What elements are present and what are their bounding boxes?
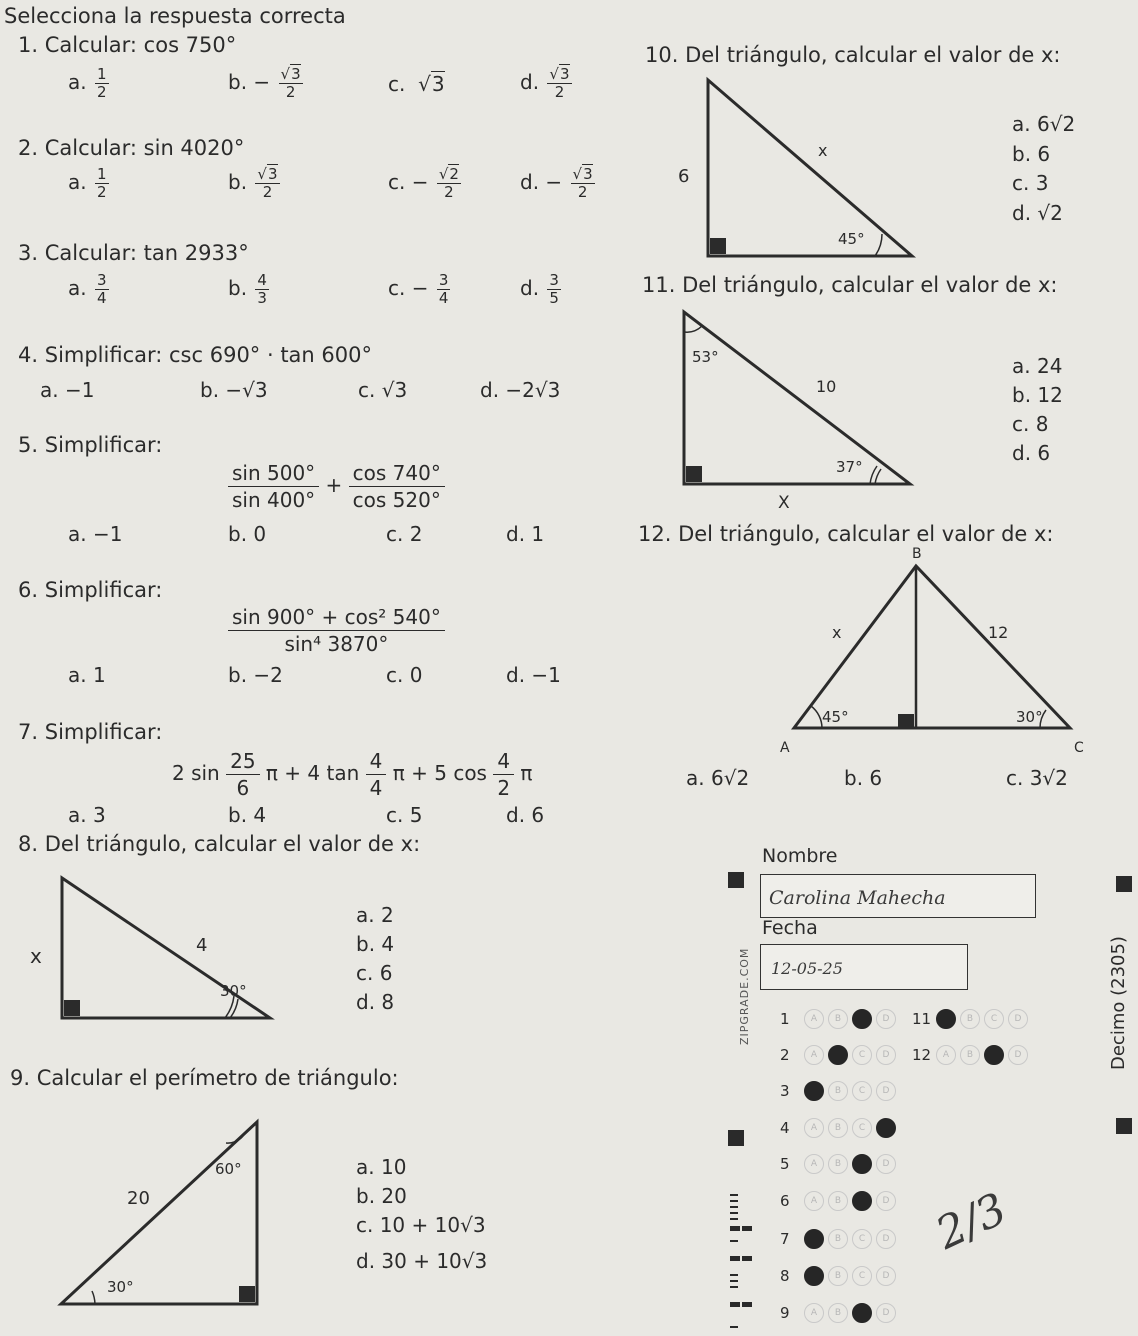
class-label: Decimo (2305) [1108,936,1129,1070]
q4-option-c[interactable]: c. √3 [358,378,408,402]
question-1: 1. Calcular: cos 750° [18,33,237,57]
q12-option-a[interactable]: a. 6√2 [686,766,750,790]
q8-option-d[interactable]: d. 8 [356,990,395,1014]
question-2: 2. Calcular: sin 4020° [18,136,245,160]
q4-option-a[interactable]: a. −1 [40,378,95,402]
answer-bubble-b[interactable]: B [828,1118,848,1138]
answer-bubble-a[interactable]: A [804,1154,824,1174]
nombre-field[interactable] [760,874,1036,918]
q3-option-b[interactable]: b. $\frac{4}{3}$ [228,271,267,307]
timing-mark [730,1286,738,1288]
answer-bubble-c[interactable] [852,1191,872,1211]
registration-mark [1116,1118,1132,1134]
t12-angle-c: 30° [1016,708,1043,726]
answer-bubble-a[interactable]: A [936,1045,956,1065]
question-4: 4. Simplificar: csc 690° · tan 600° [18,343,372,367]
timing-mark [730,1226,740,1231]
q8-option-a[interactable]: a. 2 [356,903,394,927]
answer-row [912,1044,1032,1065]
question-8: 8. Del triángulo, calcular el valor de x: [18,832,421,856]
t8-leg-label: x [30,944,42,968]
q1-option-c[interactable]: c. √3 [388,72,445,96]
q12-option-c[interactable]: c. 3√2 [1006,766,1068,790]
answer-bubble-d[interactable]: D [876,1009,896,1029]
answer-bubble-a[interactable]: A [804,1191,824,1211]
t10-angle-label: 45° [838,230,865,248]
answer-row [780,1228,900,1249]
q9-option-d[interactable]: d. 30 + 10√3 [356,1249,488,1273]
timing-mark [742,1302,752,1307]
q10-option-c[interactable]: c. 3 [1012,171,1049,195]
q5-option-c[interactable]: c. 2 [386,522,423,546]
timing-mark [730,1302,740,1307]
q9-option-b[interactable]: b. 20 [356,1184,407,1208]
answer-bubble-c[interactable] [852,1009,872,1029]
answer-bubble-d[interactable]: D [876,1303,896,1323]
triangle-figure-11 [670,306,920,516]
q1-option-d[interactable]: d. $\frac{√3}{2}$ [520,65,570,101]
answer-bubble-b[interactable]: B [960,1009,980,1029]
answer-bubble-b[interactable]: B [828,1303,848,1323]
answer-bubble-c[interactable]: C [852,1045,872,1065]
answer-bubble-a[interactable]: A [804,1303,824,1323]
q6-option-a[interactable]: a. 1 [68,663,106,687]
fecha-label: Fecha [762,917,818,939]
answer-bubble-b[interactable]: B [828,1154,848,1174]
q9-option-a[interactable]: a. 10 [356,1155,407,1179]
answer-row-number: 8 [780,1266,790,1285]
registration-mark [728,1130,744,1146]
registration-mark [1116,876,1132,892]
answer-bubble-c[interactable]: C [852,1081,872,1101]
question-12: 12. Del triángulo, calcular el valor de x: [638,522,1054,546]
q5-option-b[interactable]: b. 0 [228,522,267,546]
answer-bubble-a[interactable]: A [804,1045,824,1065]
timing-mark [730,1280,738,1282]
question-11: 11. Del triángulo, calcular el valor de x: [642,273,1058,297]
answer-bubble-d[interactable]: D [1008,1009,1028,1029]
t10-hyp-label: x [818,141,828,160]
q3-option-a[interactable]: a. $\frac{3}{4}$ [68,271,107,307]
answer-bubble-a[interactable] [804,1081,824,1101]
timing-mark [742,1256,752,1261]
answer-row-number: 1 [780,1009,790,1028]
q5-expression: $\frac{\sin 500^\circ}{\sin 400^\circ}$ + $\frac{\cos 740^\circ}{\cos 520^\circ}$ [228,460,445,513]
fecha-field[interactable] [760,944,968,990]
t11-base-label: X [778,493,790,513]
q1-option-a[interactable]: a. $\frac{1}{2}$ [68,65,107,101]
timing-mark [730,1256,740,1261]
fecha-value: 12-05-25 [771,959,843,978]
q8-option-b[interactable]: b. 4 [356,932,395,956]
timing-mark [730,1240,738,1242]
answer-row [780,1153,900,1174]
q3-option-d[interactable]: d. $\frac{3}{5}$ [520,271,559,307]
answer-bubble-a[interactable] [804,1229,824,1249]
answer-bubble-d[interactable] [876,1118,896,1138]
t10-leg-label: 6 [678,166,690,187]
answer-bubble-d[interactable]: D [876,1229,896,1249]
answer-row-number: 11 [912,1009,932,1028]
answer-row-number: 6 [780,1191,790,1210]
question-9: 9. Calcular el perímetro de triángulo: [10,1066,399,1090]
timing-mark [730,1326,738,1328]
answer-bubble-c[interactable]: C [852,1229,872,1249]
t11-angle-label: 37° [836,458,863,476]
triangle-figure-10 [670,74,920,264]
q2-option-b[interactable]: b. $\frac{√3}{2}$ [228,165,278,201]
timing-mark [742,1226,752,1231]
answer-row [780,1302,900,1323]
answer-bubble-b[interactable]: B [828,1266,848,1286]
q9-option-c[interactable]: c. 10 + 10√3 [356,1213,486,1237]
answer-bubble-a[interactable]: A [804,1009,824,1029]
answer-row-number: 9 [780,1303,790,1322]
q11-option-b[interactable]: b. 12 [1012,383,1063,407]
answer-bubble-b[interactable] [828,1045,848,1065]
t9-side-label: 20 [127,1188,150,1209]
triangle-figure-9 [55,1118,265,1310]
q7-option-b[interactable]: b. 4 [228,803,267,827]
q12-option-b[interactable]: b. 6 [844,766,883,790]
answer-row-number: 12 [912,1045,932,1064]
q10-option-d[interactable]: d. √2 [1012,201,1063,225]
q8-option-c[interactable]: c. 6 [356,961,393,985]
answer-bubble-c[interactable] [852,1154,872,1174]
triangle-figure-8 [20,868,280,1028]
timing-mark [730,1218,738,1220]
t12-vertex-b: B [912,546,922,562]
answer-row [780,1044,900,1065]
answer-bubble-c[interactable] [984,1045,1004,1065]
q6-option-c[interactable]: c. 0 [386,663,423,687]
answer-row-number: 3 [780,1081,790,1100]
answer-bubble-c[interactable] [852,1303,872,1323]
handwritten-score: 2/3 [928,1183,1015,1260]
question-10: 10. Del triángulo, calcular el valor de x: [645,43,1061,67]
q6-option-d[interactable]: d. −1 [506,663,561,687]
t11-hyp-label: 10 [816,377,837,396]
answer-row [912,1008,1032,1029]
q7-option-a[interactable]: a. 3 [68,803,106,827]
timing-mark [730,1212,738,1214]
t8-angle-label: 30° [220,982,247,1000]
q6-expression: $\frac{\text{sin 900° + cos² 540°}}{\text{sin⁴ 3870°}}$ [228,604,445,657]
answer-bubble-a[interactable] [936,1009,956,1029]
t11-top-angle: 53° [692,348,719,366]
q10-option-b[interactable]: b. 6 [1012,142,1051,166]
t12-vertex-a: A [780,740,790,756]
q6-option-b[interactable]: b. −2 [228,663,283,687]
q11-option-c[interactable]: c. 8 [1012,412,1049,436]
q2-option-d[interactable]: d. − $\frac{√3}{2}$ [520,165,593,201]
nombre-label: Nombre [762,845,838,867]
answer-bubble-b[interactable]: B [960,1045,980,1065]
answer-row [780,1265,900,1286]
q7-expression: 2 sin $\frac{25}{6}$ π + 4 tan $\frac{4}{4}$ π + 5 cos $\frac{4}{2}$ π [172,749,533,800]
answer-bubble-a[interactable] [804,1266,824,1286]
triangle-figure-12 [770,540,1100,760]
registration-mark [728,872,744,888]
answer-bubble-a[interactable]: A [804,1118,824,1138]
answer-bubble-d[interactable]: D [876,1081,896,1101]
q10-option-a[interactable]: a. 6√2 [1012,112,1076,136]
zipgrade-brand: ZIPGRADE.COM [738,947,751,1045]
answer-bubble-b[interactable]: B [828,1229,848,1249]
answer-bubble-d[interactable]: D [876,1266,896,1286]
answer-bubble-b[interactable]: B [828,1191,848,1211]
answer-bubble-d[interactable]: D [876,1154,896,1174]
answer-row-number: 2 [780,1045,790,1064]
t12-vertex-c: C [1074,740,1084,756]
question-6: 6. Simplificar: [18,578,163,602]
timing-mark [730,1194,738,1196]
q4-option-d[interactable]: d. −2√3 [480,378,561,402]
q7-option-c[interactable]: c. 5 [386,803,423,827]
answer-row [780,1080,900,1101]
timing-mark [730,1274,738,1276]
q11-option-a[interactable]: a. 24 [1012,354,1063,378]
t8-hyp-label: 4 [196,935,208,956]
q1-option-b[interactable]: b. − $\frac{√3}{2}$ [228,65,301,101]
q2-option-c[interactable]: c. − $\frac{√2}{2}$ [388,165,459,201]
answer-row [780,1190,900,1211]
question-5: 5. Simplificar: [18,433,163,457]
t12-angle-a: 45° [822,708,849,726]
t9-top-angle: 60° [215,1160,242,1178]
q3-option-c[interactable]: c. − $\frac{3}{4}$ [388,271,449,307]
q4-option-b[interactable]: b. −√3 [200,378,268,402]
nombre-value: Carolina Mahecha [769,887,946,909]
timing-mark [730,1206,738,1208]
t9-bottom-angle: 30° [107,1278,134,1296]
answer-bubble-b[interactable]: B [828,1081,848,1101]
t12-right-label: 12 [988,623,1009,642]
q11-option-d[interactable]: d. 6 [1012,441,1051,465]
answer-row [780,1008,900,1029]
answer-bubble-c[interactable]: C [852,1266,872,1286]
answer-bubble-b[interactable]: B [828,1009,848,1029]
answer-bubble-c[interactable]: C [852,1118,872,1138]
page-title: Selecciona la respuesta correcta [4,4,346,28]
timing-mark [730,1200,738,1202]
answer-bubble-c[interactable]: C [984,1009,1004,1029]
q5-option-a[interactable]: a. −1 [68,522,123,546]
q5-option-d[interactable]: d. 1 [506,522,545,546]
q2-option-a[interactable]: a. $\frac{1}{2}$ [68,165,107,201]
t12-left-label: x [832,623,842,642]
answer-row-number: 4 [780,1118,790,1137]
q7-option-d[interactable]: d. 6 [506,803,545,827]
question-7: 7. Simplificar: [18,720,163,744]
answer-bubble-d[interactable]: D [876,1045,896,1065]
question-3: 3. Calcular: tan 2933° [18,241,249,265]
answer-row [780,1117,900,1138]
answer-bubble-d[interactable]: D [876,1191,896,1211]
answer-bubble-d[interactable]: D [1008,1045,1028,1065]
answer-row-number: 5 [780,1154,790,1173]
answer-row-number: 7 [780,1229,790,1248]
